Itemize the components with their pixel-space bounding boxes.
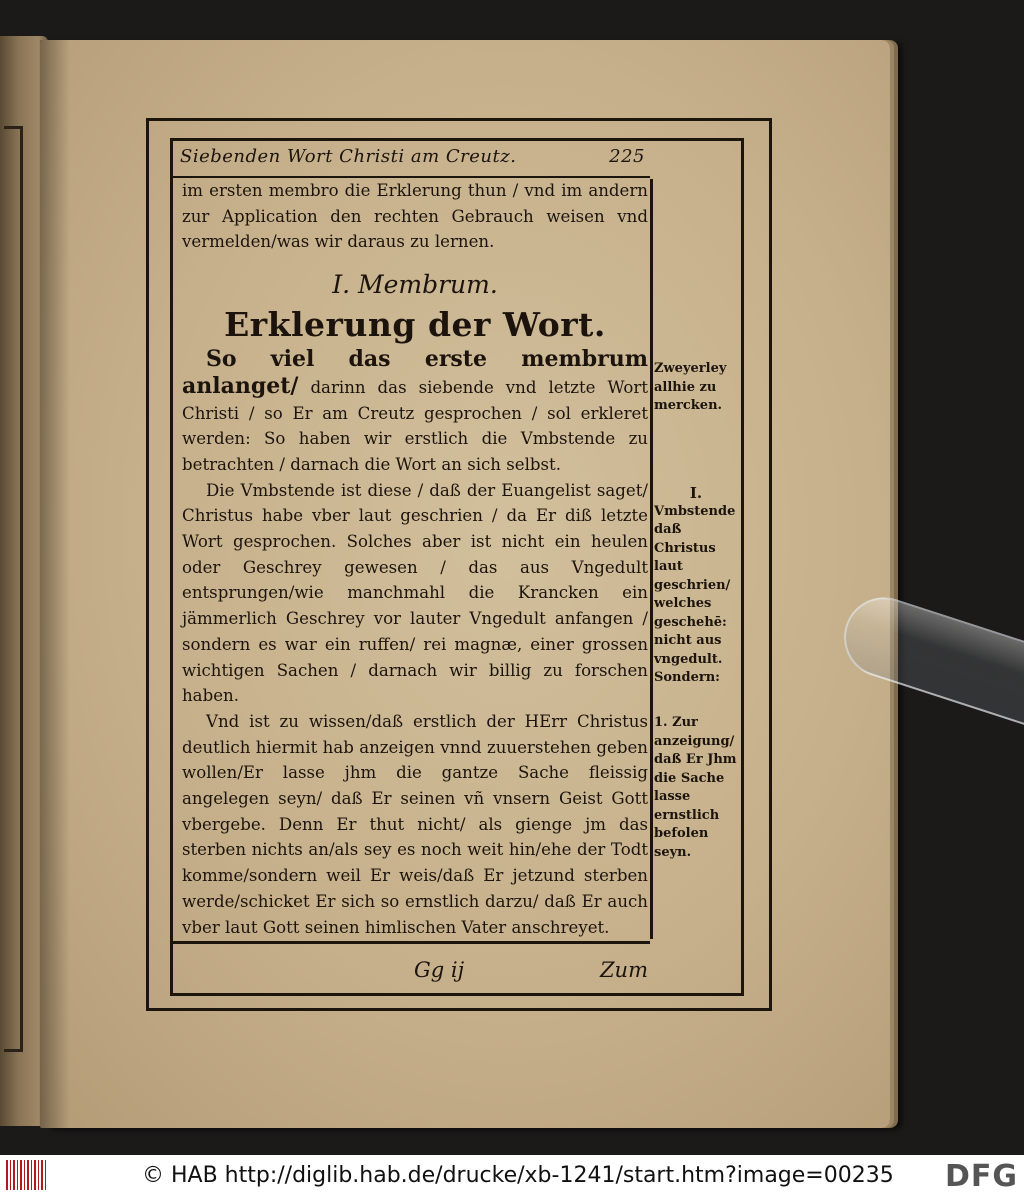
margin-note-1: Zweyerley allhie zu mercken. [654, 361, 727, 413]
paragraph-1 [182, 347, 648, 478]
paragraph-1-opening: So viel das erste membrum anlanget/ [182, 346, 648, 399]
intro-paragraph: im ersten membro die Erklerung thun / vnd im andern zur Application den rechten Gebrauch weisen vnd vermelden/was wir daraus zu lernen. [182, 181, 648, 252]
footer-rule [172, 941, 650, 944]
copyright-link[interactable]: © HAB http://diglib.hab.de/drucke/xb-1241/start.htm?image=00235 [142, 1162, 894, 1188]
signature-mark: Gg ij [414, 958, 465, 982]
page-footer [414, 958, 648, 988]
margin-note-2-number: I. [689, 484, 703, 502]
left-page-border [4, 126, 23, 1052]
paragraph-1-body: darinn das siebende vnd letzte Wort Christi / so Er am Creutz gesprochen / sol erkleret werden: So haben wir erstlich die Vmbstende zu betrachten / darnach die Wort an sich selbst. [182, 377, 648, 474]
section-label: I. Membrum. [332, 270, 498, 300]
attribution-bar [0, 1155, 1024, 1195]
paragraph-3: Vnd ist zu wissen/daß erstlich der HErr Christus deutlich hiermit hab anzeigen vnnd zuuerstehen geben wollen/Er lasse jhm die gantze Sache fleissig angelegen seyn/ daß Er seinen vñ vnsern Geist Gott vbergebe. Denn Er thut nicht/ als gienge jm das sterben nichts an/als sey es noch weit hin/ehe der Todt komme/sondern weil Er weis/daß Er jetzund sterben werde/schicket Er sich so ernstlich darzu/ daß Er auch vber laut Gott seinen himlischen Vater anschreyet. [182, 711, 648, 937]
running-head-title: Siebenden Wort Christi am Creutz. [180, 146, 517, 167]
gutter-shadow [40, 40, 70, 1128]
catchword: Zum [599, 958, 648, 982]
hab-logo-icon [6, 1160, 46, 1190]
margin-note-2-text: Vmbstende daß Christus laut geschrien/ welches geschehē: nicht aus vngedult. Sondern: [654, 503, 736, 685]
margin-column-rule [650, 179, 653, 939]
paragraph-2: Die Vmbstende ist diese / daß der Euangelist saget/ Christus habe vber laut geschrien / da Er diß letzte Wort gesprochen. Solches aber ist nicht ein heulen oder Geschrey gewesen / das aus Vngedult entsprungen/wie manchmahl die Krancken ein jämmerlich Geschrey vor lauter Vngedult anfangen / sondern es war ein ruffen/ rei magnæ, einer grossen wichtigen Sachen / darnach wir billig zu forschen haben. [182, 480, 648, 706]
margin-note-2 [654, 484, 738, 688]
running-head [180, 146, 645, 172]
section-title: Erklerung der Wort. [224, 305, 606, 345]
main-text-column [182, 178, 648, 940]
margin-note-3: 1. Zur anzeigung/ daß Er Jhm die Sache lasse ernstlich befolen seyn. [654, 715, 737, 860]
dfg-logo: DFG [944, 1159, 1018, 1194]
page-number: 225 [609, 146, 645, 167]
